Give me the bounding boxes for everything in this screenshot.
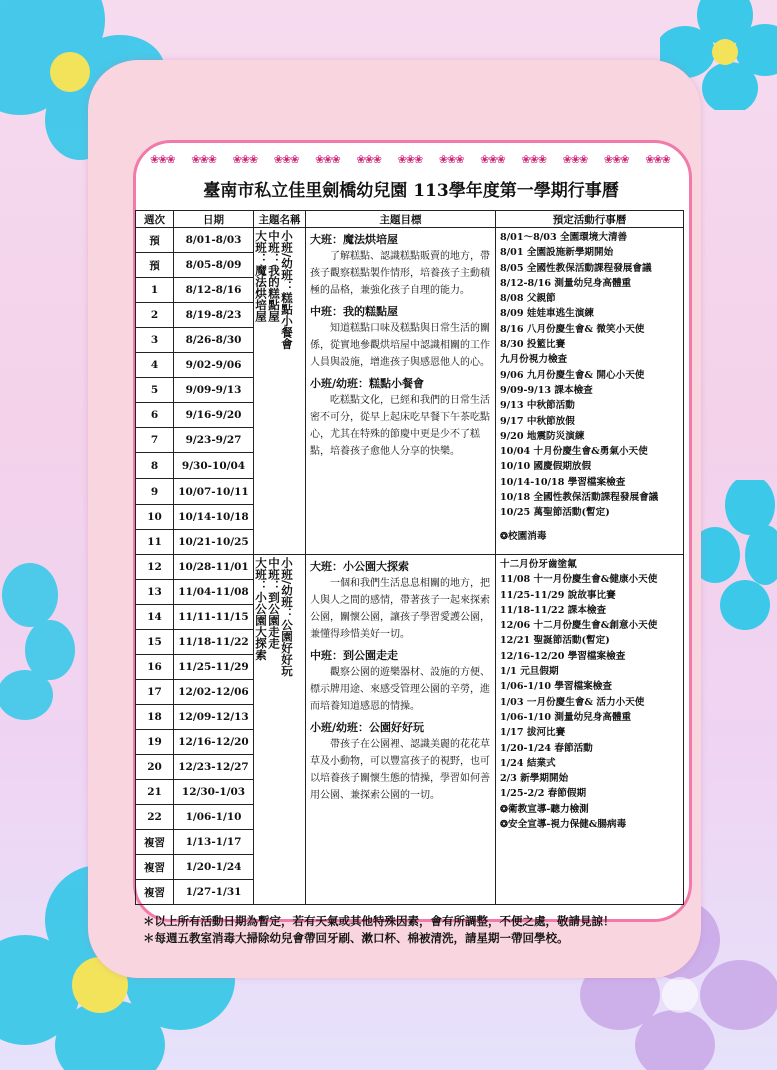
date-cell: 10/21-10/25 <box>174 530 254 555</box>
border-flower-icon: ❀❀❀ <box>232 152 258 166</box>
week-cell: 17 <box>136 680 174 705</box>
week-cell: 22 <box>136 805 174 830</box>
border-flower-icon: ❀❀❀ <box>315 152 340 166</box>
border-flower-icon: ❀❀❀ <box>480 152 505 166</box>
date-cell: 1/20-1/24 <box>174 855 254 880</box>
goal-cell <box>306 555 496 905</box>
goal-heading: 大班：魔法烘培屋 <box>310 233 398 246</box>
border-flower-icon: ❀❀❀ <box>397 152 423 166</box>
date-cell: 12/30-1/03 <box>174 780 254 805</box>
goal-heading: 小班/幼班：公園好好玩 <box>310 721 425 734</box>
activity-item: 9/17 中秋節放假 <box>500 415 575 427</box>
activity-item: ❂安全宣導-視力保健&腸病毒 <box>500 819 627 831</box>
goal-heading: 大班：小公園大探索 <box>310 560 409 573</box>
activity-item: 12/21 聖誕節活動(暫定) <box>500 635 610 647</box>
goal-text: 觀察公園的遊樂器材、設施的方便、標示牌用途、來感受管理公園的辛勞，進而培養知道感恩的情操。 <box>310 667 490 712</box>
theme-cell <box>254 555 306 905</box>
flower-decoration-left-icon <box>0 560 80 720</box>
activity-item: 十二月份牙齒塗氟 <box>500 559 577 570</box>
date-cell: 8/01-8/03 <box>174 228 254 253</box>
table-row <box>136 555 684 580</box>
decorative-flower-border <box>150 148 670 170</box>
header-theme: 主題名稱 <box>254 211 306 228</box>
week-cell: 1 <box>136 278 174 303</box>
activity-item: 9/06 九月份慶生會& 開心小天使 <box>500 369 645 381</box>
week-cell: 11 <box>136 530 174 555</box>
week-cell: 9 <box>136 479 174 505</box>
week-cell: 複習 <box>136 855 174 880</box>
week-cell: 複習 <box>136 880 174 905</box>
date-cell: 9/30-10/04 <box>174 453 254 479</box>
goal-cell <box>306 228 496 555</box>
week-cell: 21 <box>136 780 174 805</box>
week-cell: 14 <box>136 605 174 630</box>
activity-item: 9/20 地震防災演練 <box>500 430 585 442</box>
date-cell: 8/05-8/09 <box>174 253 254 278</box>
activity-item: 8/12-8/16 測量幼兒身高體重 <box>500 277 632 289</box>
date-cell: 1/27-1/31 <box>174 880 254 905</box>
week-cell: 20 <box>136 755 174 780</box>
header-date: 日期 <box>174 211 254 228</box>
week-cell: 預 <box>136 253 174 278</box>
activity-item: 11/08 十一月份慶生會&健康小天使 <box>500 574 658 586</box>
date-cell: 12/02-12/06 <box>174 680 254 705</box>
header-activity: 預定活動行事曆 <box>496 211 684 228</box>
date-cell: 12/16-12/20 <box>174 730 254 755</box>
activity-item: 9/13 中秋節活動 <box>500 400 575 412</box>
week-cell: 10 <box>136 505 174 530</box>
activity-item: 10/18 全國性教保活動課程發展會議 <box>500 492 659 504</box>
date-cell: 8/19-8/23 <box>174 303 254 328</box>
goal-heading: 中班：我的糕點屋 <box>310 305 398 318</box>
activity-item: 1/06-1/10 學習檔案檢查 <box>500 681 612 693</box>
note-line: ＊以上所有活動日期為暫定，若有天氣或其他特殊因素，會有所調整，不便之處，敬請見諒！ <box>143 914 615 928</box>
theme-name: 中班：我的糕點屋 <box>267 230 281 322</box>
activity-item: 12/06 十二月份慶生會&創意小天使 <box>500 620 658 632</box>
date-cell: 1/13-1/17 <box>174 830 254 855</box>
date-cell: 9/02-9/06 <box>174 353 254 378</box>
header-week: 週次 <box>136 211 174 228</box>
date-cell: 8/26-8/30 <box>174 328 254 353</box>
activity-item: 1/17 拔河比賽 <box>500 727 566 739</box>
activity-item: 11/25-11/29 說故事比賽 <box>500 589 616 601</box>
goal-heading: 中班：到公園走走 <box>310 649 398 662</box>
theme-name: 大班：小公園大探索 <box>254 557 268 661</box>
border-flower-icon: ❀❀❀ <box>150 152 175 166</box>
goal-heading: 小班/幼班：糕點小餐會 <box>310 377 425 390</box>
activity-item: 11/18-11/22 課本檢查 <box>500 604 607 616</box>
activity-item <box>500 521 679 529</box>
border-flower-icon: ❀❀❀ <box>562 152 588 166</box>
calendar-table <box>135 210 684 905</box>
activity-item: 8/16 八月份慶生會& 微笑小天使 <box>500 323 645 335</box>
activity-item: 1/03 一月份慶生會& 活力小天使 <box>500 696 645 708</box>
border-flower-icon: ❀❀❀ <box>273 152 299 166</box>
border-flower-icon: ❀❀❀ <box>191 152 216 166</box>
week-cell: 8 <box>136 453 174 479</box>
date-cell: 9/23-9/27 <box>174 428 254 453</box>
date-cell: 9/16-9/20 <box>174 403 254 428</box>
activity-item: 8/09 娃娃車逃生演練 <box>500 308 595 320</box>
border-flower-icon: ❀❀❀ <box>356 152 381 166</box>
week-cell: 16 <box>136 655 174 680</box>
activity-item: 10/04 十月份慶生會&勇氣小天使 <box>500 446 648 458</box>
week-cell: 預 <box>136 228 174 253</box>
activity-item: 8/05 全國性教保活動課程發展會議 <box>500 262 652 274</box>
goal-text: 一個和我們生活息息相關的地方，把人與人之間的感情，帶著孩子一起來探索公園，關懷公園，讓孩子學習愛護公園，兼懂得珍惜美好一切。 <box>310 578 490 640</box>
date-cell: 10/28-11/01 <box>174 555 254 580</box>
goal-text: 了解糕點、認識糕點販賣的地方，帶孩子觀察糕點製作情形，培養孩子主動積極的品格，兼強化孩子自理的能力。 <box>310 251 490 296</box>
week-cell: 6 <box>136 403 174 428</box>
activity-item: 8/08 父親節 <box>500 293 556 305</box>
activity-item: 8/01 全園設施新學期開始 <box>500 247 614 259</box>
date-cell: 12/23-12/27 <box>174 755 254 780</box>
border-flower-icon: ❀❀❀ <box>645 152 670 166</box>
activity-item: 9/09-9/13 課本檢查 <box>500 384 593 396</box>
activity-item: 2/3 新學期開始 <box>500 773 569 785</box>
activity-item: 12/16-12/20 學習檔案檢查 <box>500 650 626 662</box>
week-cell: 7 <box>136 428 174 453</box>
activity-item: 1/24 結業式 <box>500 757 556 769</box>
week-cell: 4 <box>136 353 174 378</box>
activity-cell <box>496 555 684 905</box>
date-cell: 11/18-11/22 <box>174 630 254 655</box>
activity-item: ❂衛教宣導-聽力檢測 <box>500 803 589 815</box>
activity-item: 8/01～8/03 全園環境大清善 <box>500 232 628 243</box>
activity-item: 1/1 元旦假期 <box>500 666 559 678</box>
date-cell: 1/06-1/10 <box>174 805 254 830</box>
date-cell: 10/14-10/18 <box>174 505 254 530</box>
activity-item: ❂校園消毒 <box>500 530 547 542</box>
week-cell: 5 <box>136 378 174 403</box>
activity-item: 九月份視力檢查 <box>500 354 568 366</box>
goal-text: 帶孩子在公園裡、認識美麗的花花草草及小動物，可以豐富孩子的視野，也可以培養孩子關懷生態的情操，學習如何善用公園、兼探索公園的一切。 <box>310 739 490 801</box>
activity-item: 1/25-2/2 春節假期 <box>500 788 587 800</box>
activity-cell <box>496 228 684 555</box>
activity-item: 10/14-10/18 學習檔案檢查 <box>500 476 626 488</box>
theme-name: 大班：魔法烘培屋 <box>254 230 268 322</box>
week-cell: 複習 <box>136 830 174 855</box>
week-cell: 12 <box>136 555 174 580</box>
week-cell: 15 <box>136 630 174 655</box>
activity-item: 1/20-1/24 春節活動 <box>500 742 593 754</box>
border-flower-icon: ❀❀❀ <box>521 152 547 166</box>
date-cell: 9/09-9/13 <box>174 378 254 403</box>
week-cell: 2 <box>136 303 174 328</box>
footer-notes <box>143 913 683 947</box>
goal-text: 吃糕點文化，已經和我們的日常生活密不可分，從早上起床吃早餐下午茶吃點心，尤其在特殊的節慶中更是少不了糕點，培養孩子愈他人分享的快樂。 <box>310 395 490 457</box>
theme-name: 小班/幼班：公園好好玩 <box>280 557 294 677</box>
week-cell: 19 <box>136 730 174 755</box>
border-flower-icon: ❀❀❀ <box>438 152 464 166</box>
activity-item: 8/30 投籃比賽 <box>500 339 566 351</box>
table-row <box>136 228 684 253</box>
week-cell: 13 <box>136 580 174 605</box>
flower-decoration-right-icon <box>690 480 777 630</box>
activity-item: 10/10 國慶假期放假 <box>500 461 592 473</box>
date-cell: 11/25-11/29 <box>174 655 254 680</box>
week-cell: 18 <box>136 705 174 730</box>
note-line: ＊每週五教室消毒大掃除幼兒會帶回牙刷、漱口杯、棉被清洗，請星期一帶回學校。 <box>143 931 569 945</box>
week-cell: 3 <box>136 328 174 353</box>
border-flower-icon: ❀❀❀ <box>603 152 629 166</box>
goal-text: 知道糕點口味及糕點與日常生活的關係，從實地參觀烘培屋中認識相關的工作人員與設施，增進孩子與感恩他人的心。 <box>310 323 490 368</box>
activity-item: 1/06-1/10 測量幼兒身高體重 <box>500 711 632 723</box>
theme-name: 小班/幼班：糕點小餐會 <box>280 230 294 350</box>
date-cell: 12/09-12/13 <box>174 705 254 730</box>
date-cell: 11/11-11/15 <box>174 605 254 630</box>
date-cell: 10/07-10/11 <box>174 479 254 505</box>
page-title: 臺南市私立佳里劍橋幼兒園 113學年度第一學期行事曆 <box>203 181 619 201</box>
date-cell: 11/04-11/08 <box>174 580 254 605</box>
date-cell: 8/12-8/16 <box>174 278 254 303</box>
theme-name: 中班：到公園走走 <box>267 557 281 649</box>
activity-item: 10/25 萬聖節活動(暫定) <box>500 507 610 519</box>
theme-cell <box>254 228 306 555</box>
header-goal: 主題目標 <box>306 211 496 228</box>
